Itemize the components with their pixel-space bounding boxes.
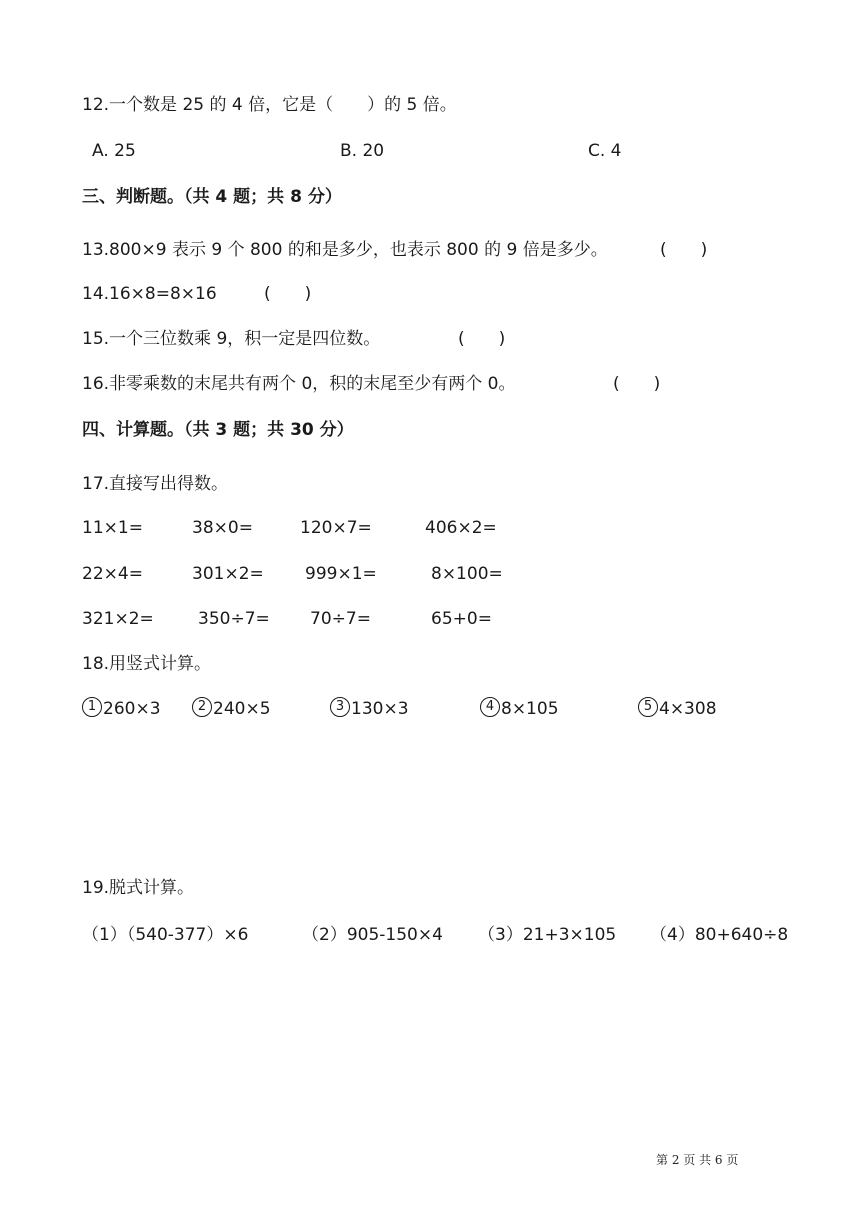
option-c: C. 4 [588,141,622,161]
section-4-title: 四、计算题。（共 3 题；共 30 分） [82,420,354,440]
grid-cell: 38×0= [192,518,253,538]
grid-cell: 321×2= [82,609,154,629]
circled-number: 5 [638,697,658,717]
circled-number: 4 [480,697,500,717]
question-15-bracket: ( ) [458,329,506,349]
question-18-title: 18.用竖式计算。 [82,654,212,674]
calc-item [82,698,161,720]
question-15-text: 15.一个三位数乘 9，积一定是四位数。 [82,329,381,349]
question-13-bracket: ( ) [660,240,708,260]
calc-expression: 260×3 [103,699,161,719]
question-16-text: 16.非零乘数的末尾共有两个 0，积的末尾至少有两个 0。 [82,374,516,394]
calc-item [192,698,271,720]
grid-cell: 120×7= [300,518,372,538]
grid-cell: 301×2= [192,564,264,584]
calc-expression: 8×105 [501,699,559,719]
grid-cell: 350÷7= [198,609,270,629]
stepwise-item: （4）80+640÷8 [650,925,789,945]
calc-expression: 130×3 [351,699,409,719]
stepwise-item: （3）21+3×105 [478,925,617,945]
stepwise-item: （2）905-150×4 [302,925,443,945]
stepwise-item: （1）（540-377）×6 [82,925,249,945]
grid-cell: 11×1= [82,518,143,538]
grid-cell: 8×100= [431,564,503,584]
calc-item [480,698,559,720]
circled-number: 2 [192,697,212,717]
calc-expression: 4×308 [659,699,717,719]
calc-expression: 240×5 [213,699,271,719]
grid-cell: 406×2= [425,518,497,538]
question-12-text: 12.一个数是 25 的 4 倍，它是（ ）的 5 倍。 [82,95,457,115]
circled-number: 3 [330,697,350,717]
circled-number: 1 [82,697,102,717]
question-17-title: 17.直接写出得数。 [82,474,229,494]
page-footer: 第 2 页 共 6 页 [656,1153,739,1167]
calc-item [330,698,409,720]
grid-cell: 999×1= [305,564,377,584]
question-13-text: 13.800×9 表示 9 个 800 的和是多少，也表示 800 的 9 倍是多少。 [82,240,608,260]
option-a: A. 25 [92,141,136,161]
section-3-title: 三、判断题。（共 4 题；共 8 分） [82,187,342,207]
grid-cell: 22×4= [82,564,143,584]
grid-cell: 65+0= [431,609,492,629]
question-14-bracket: ( ) [264,284,312,304]
question-19-title: 19.脱式计算。 [82,878,195,898]
calc-item [638,698,717,720]
question-14-text: 14.16×8=8×16 [82,284,217,304]
option-b: B. 20 [340,141,385,161]
question-16-bracket: ( ) [613,374,661,394]
grid-cell: 70÷7= [310,609,371,629]
